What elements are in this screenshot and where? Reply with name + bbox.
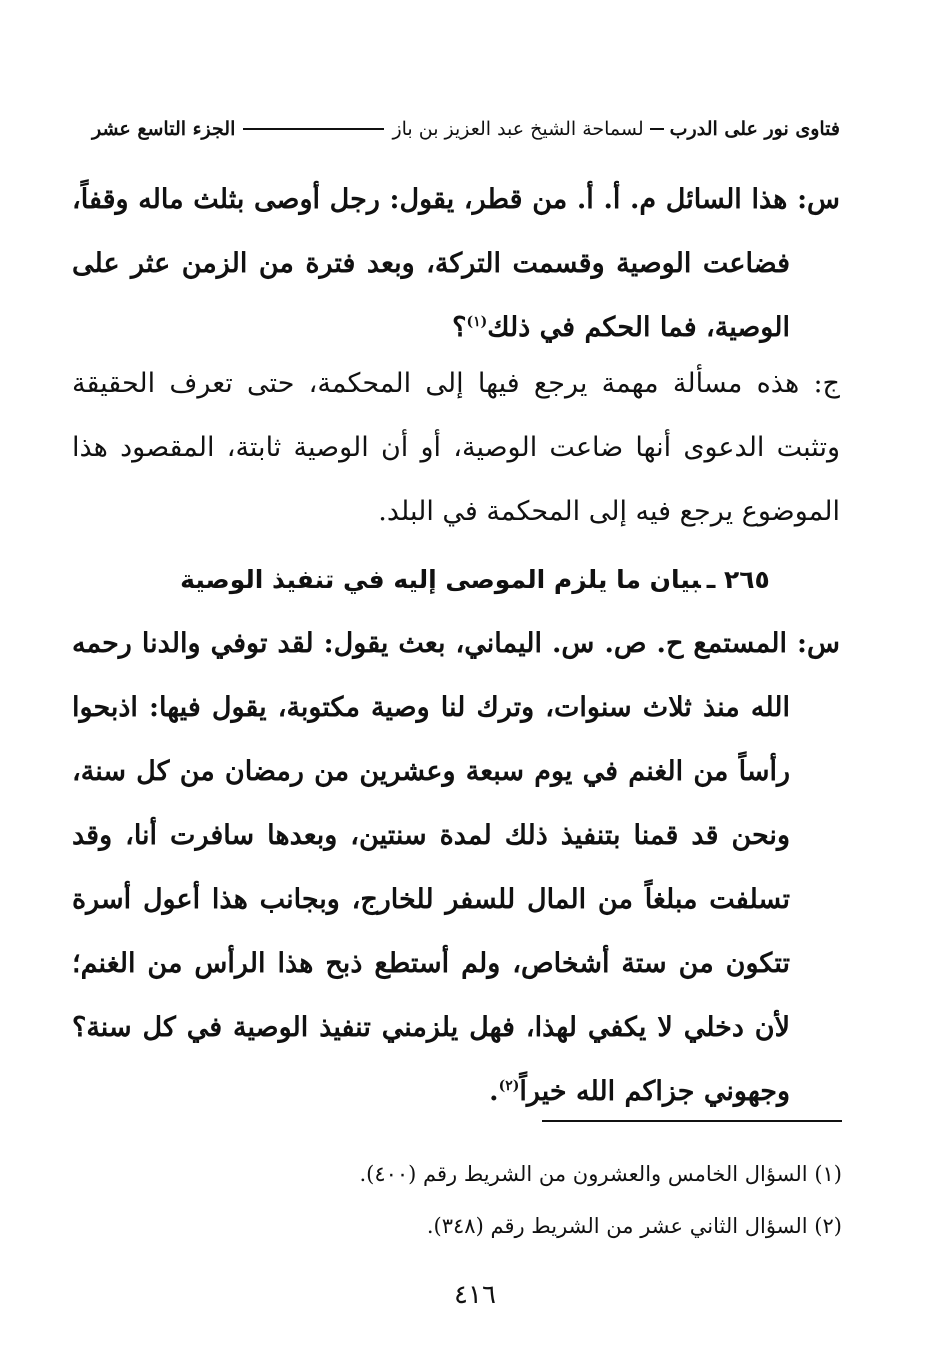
section-heading — [0, 555, 950, 605]
question-marker: س: — [797, 184, 840, 215]
question-2-paragraph — [72, 612, 840, 1124]
question-1-paragraph — [72, 168, 840, 360]
section-number: ٢٦٥ ـ — [706, 565, 770, 594]
running-header — [92, 112, 840, 146]
footnotes — [72, 1148, 842, 1252]
footnote-ref-2[interactable]: (٢) — [498, 1078, 520, 1094]
page-number: ٤١٦ — [454, 1280, 496, 1310]
header-rule — [243, 128, 384, 130]
volume-label: الجزء التاسع عشر — [92, 118, 236, 140]
question-2-end: . — [489, 1076, 499, 1107]
footnote-1: (١) السؤال الخامس والعشرون من الشريط رقم (٤٠٠). — [359, 1162, 842, 1186]
question-1-text: هذا السائل م. أ. أ. من قطر، يقول: رجل أوصى بثلث ماله وقفاً، فضاعت الوصية وقسمت التركة، وبعد فترة من الزمن عثر على الوصية، فما الحكم في ذلك — [72, 184, 790, 343]
answer-marker: ج: — [813, 368, 840, 399]
book-title: فتاوى نور على الدرب — [669, 118, 840, 140]
answer-1-paragraph — [72, 352, 840, 544]
footnote-ref-1[interactable]: (١) — [466, 314, 488, 330]
answer-1 — [72, 352, 840, 544]
question-1 — [72, 168, 840, 360]
author-line: لسماحة الشيخ عبد العزيز بن باز — [392, 118, 644, 140]
footnote-rule — [542, 1120, 842, 1122]
question-2-text: المستمع ح. ص. س. اليماني، بعث يقول: لقد توفي والدنا رحمه الله منذ ثلاث سنوات، وترك لنا وصية مكتوبة، يقول فيها: اذبحوا رأساً من الغنم في يوم سبعة وعشرين من رمضان من كل سنة، ونحن قد قمنا بتنفيذ ذلك لمدة سنتين، وبعدها سافرت أنا، وقد تسلفت مبلغاً من المال للسفر للخارج، وبجانب هذا أعول أسرة تتكون من ستة أشخاص، ولم أستطع ذبح هذا الرأس من الغنم؛ لأن دخلي لا يكفي لهذا، فهل يلزمني تنفيذ الوصية في كل سنة؟ وجهوني جزاكم الله خيراً — [72, 628, 790, 1107]
footnote-2: (٢) السؤال الثاني عشر من الشريط رقم (٣٤٨). — [426, 1214, 842, 1238]
question-1-end: ؟ — [452, 312, 467, 343]
question-2 — [72, 612, 840, 1124]
question-marker: س: — [797, 628, 840, 659]
answer-1-text: هذه مسألة مهمة يرجع فيها إلى المحكمة، حتى تعرف الحقيقة وتثبت الدعوى أنها ضاعت الوصية، أو أن الوصية ثابتة، المقصود هذا الموضوع يرجع فيه إلى المحكمة في البلد. — [72, 368, 840, 527]
header-separator — [650, 128, 664, 130]
section-title: بيان ما يلزم الموصى إليه في تنفيذ الوصية — [180, 565, 701, 594]
